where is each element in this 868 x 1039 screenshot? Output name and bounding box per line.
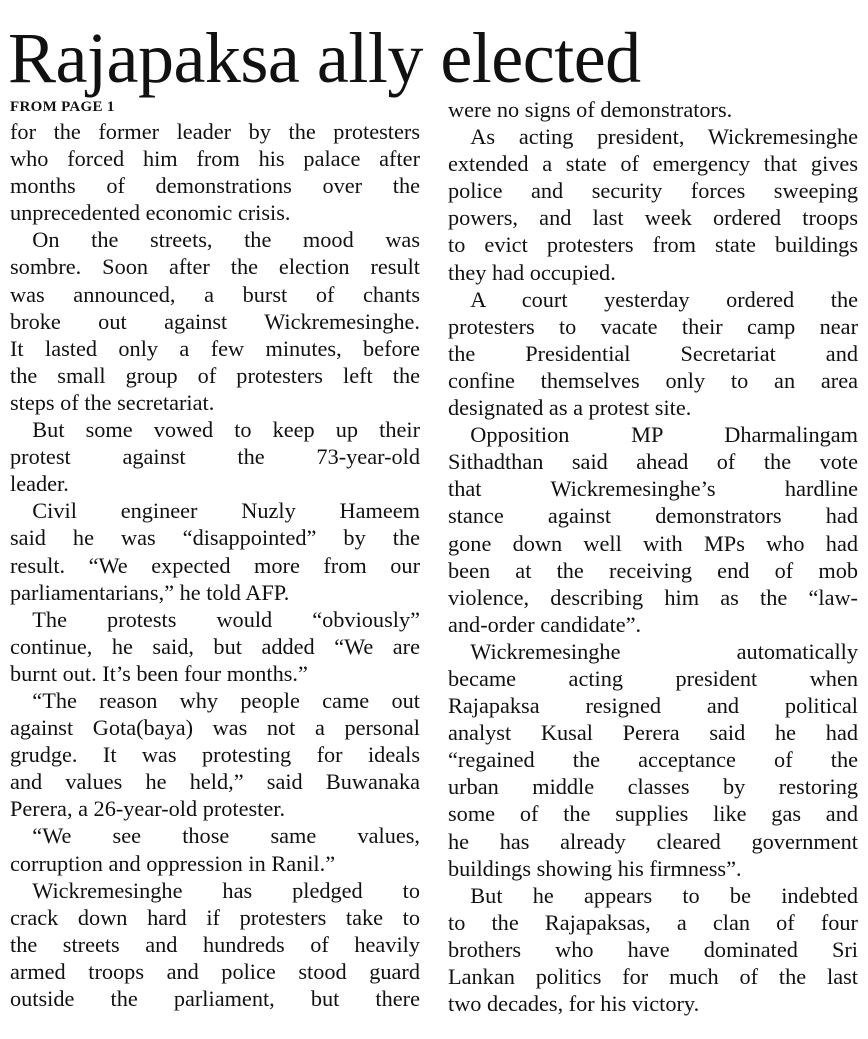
article-headline: Rajapaksa ally elected <box>8 18 641 98</box>
text-line: burnt out. It’s been four months.” <box>10 660 308 686</box>
text-line: were no signs of demonstrators. <box>448 97 733 122</box>
text-line: police and security forces sweeping <box>448 178 858 204</box>
text-line: buildings showing his firmness”. <box>448 855 742 881</box>
text-line: became acting president when <box>448 665 858 691</box>
text-line: gone down well with MPs who had <box>448 530 858 556</box>
text-line: extended a state of emergency that gives <box>448 151 858 177</box>
text-line: the Presidential Secretariat and <box>448 340 858 366</box>
text-line: Wickremesinghe automatically <box>448 638 858 664</box>
article-column-right <box>448 96 858 1017</box>
jump-label: FROM PAGE 1 <box>10 99 115 115</box>
text-line: It lasted only a few minutes, before <box>10 335 420 361</box>
text-line: “regained the acceptance of the <box>448 747 858 773</box>
column-body-left <box>10 118 420 1012</box>
text-line: steps of the secretariat. <box>10 389 215 415</box>
text-line: for the former leader by the protesters <box>10 119 420 144</box>
text-line: powers, and last week ordered troops <box>448 205 858 231</box>
text-line: been at the receiving end of mob <box>448 557 858 583</box>
text-line: Lankan politics for much of the last <box>448 964 858 989</box>
text-line: stance against demonstrators had <box>448 503 858 529</box>
text-line: As acting president, Wickremesinghe <box>448 124 858 150</box>
text-line: violence, describing him as the “law- <box>448 584 858 610</box>
text-line: Opposition MP Dharmalingam <box>448 422 858 448</box>
article-column-left <box>10 96 420 1012</box>
text-line: Wickremesinghe has pledged to <box>10 877 420 903</box>
text-line: against Gota(baya) was not a personal <box>10 715 420 741</box>
text-line: But some vowed to keep up their <box>10 417 420 443</box>
text-line: urban middle classes by restoring <box>448 774 858 800</box>
text-line: sombre. Soon after the election result <box>10 254 420 280</box>
text-line: some of the supplies like gas and <box>448 801 858 827</box>
text-line: broke out against Wickremesinghe. <box>10 308 420 334</box>
text-line: the streets and hundreds of heavily <box>10 931 420 957</box>
text-line: they had occupied. <box>448 259 616 285</box>
text-line: “We see those same values, <box>10 823 420 849</box>
text-line: protest against the 73-year-old <box>10 444 420 470</box>
text-line: who forced him from his palace after <box>10 146 420 172</box>
text-line: analyst Kusal Perera said he had <box>448 720 858 746</box>
text-line: that Wickremesinghe’s hardline <box>448 476 858 502</box>
text-line: said he was “disappointed” by the <box>10 525 420 551</box>
text-line: to the Rajapaksas, a clan of four <box>448 909 858 935</box>
text-line: leader. <box>10 471 69 497</box>
text-line: Rajapaksa resigned and political <box>448 693 858 719</box>
text-line: parliamentarians,” he told AFP. <box>10 579 290 605</box>
text-line: outside the parliament, but there <box>10 986 420 1011</box>
text-line: grudge. It was protesting for ideals <box>10 742 420 768</box>
text-line: Perera, a 26-year-old protester. <box>10 796 286 822</box>
text-line: On the streets, the mood was <box>10 227 420 253</box>
text-line: The protests would “obviously” <box>10 606 420 632</box>
text-line: corruption and oppression in Ranil.” <box>10 850 336 876</box>
text-line: unprecedented economic crisis. <box>10 200 291 226</box>
text-line: designated as a protest site. <box>448 395 692 421</box>
text-line: continue, he said, but added “We are <box>10 633 420 659</box>
text-line: and values he held,” said Buwanaka <box>10 769 420 795</box>
text-line: the small group of protesters left the <box>10 362 420 388</box>
text-line: Sithadthan said ahead of the vote <box>448 449 858 475</box>
text-line: armed troops and police stood guard <box>10 958 420 984</box>
text-line: months of demonstrations over the <box>10 173 420 199</box>
text-line: to evict protesters from state buildings <box>448 232 858 258</box>
text-line: result. “We expected more from our <box>10 552 420 578</box>
text-line: he has already cleared government <box>448 828 858 854</box>
text-line: brothers who have dominated Sri <box>448 936 858 962</box>
column-body-right <box>448 96 858 1017</box>
text-line: confine themselves only to an area <box>448 367 858 393</box>
text-line: and-order candidate”. <box>448 611 642 637</box>
text-line: But he appears to be indebted <box>448 882 858 908</box>
text-line: “The reason why people came out <box>10 687 420 713</box>
text-line: was announced, a burst of chants <box>10 281 420 307</box>
text-line: Civil engineer Nuzly Hameem <box>10 498 420 524</box>
text-line: crack down hard if protesters take to <box>10 904 420 930</box>
text-line: A court yesterday ordered the <box>448 286 858 312</box>
text-line: two decades, for his victory. <box>448 991 700 1017</box>
text-line: protesters to vacate their camp near <box>448 313 858 339</box>
